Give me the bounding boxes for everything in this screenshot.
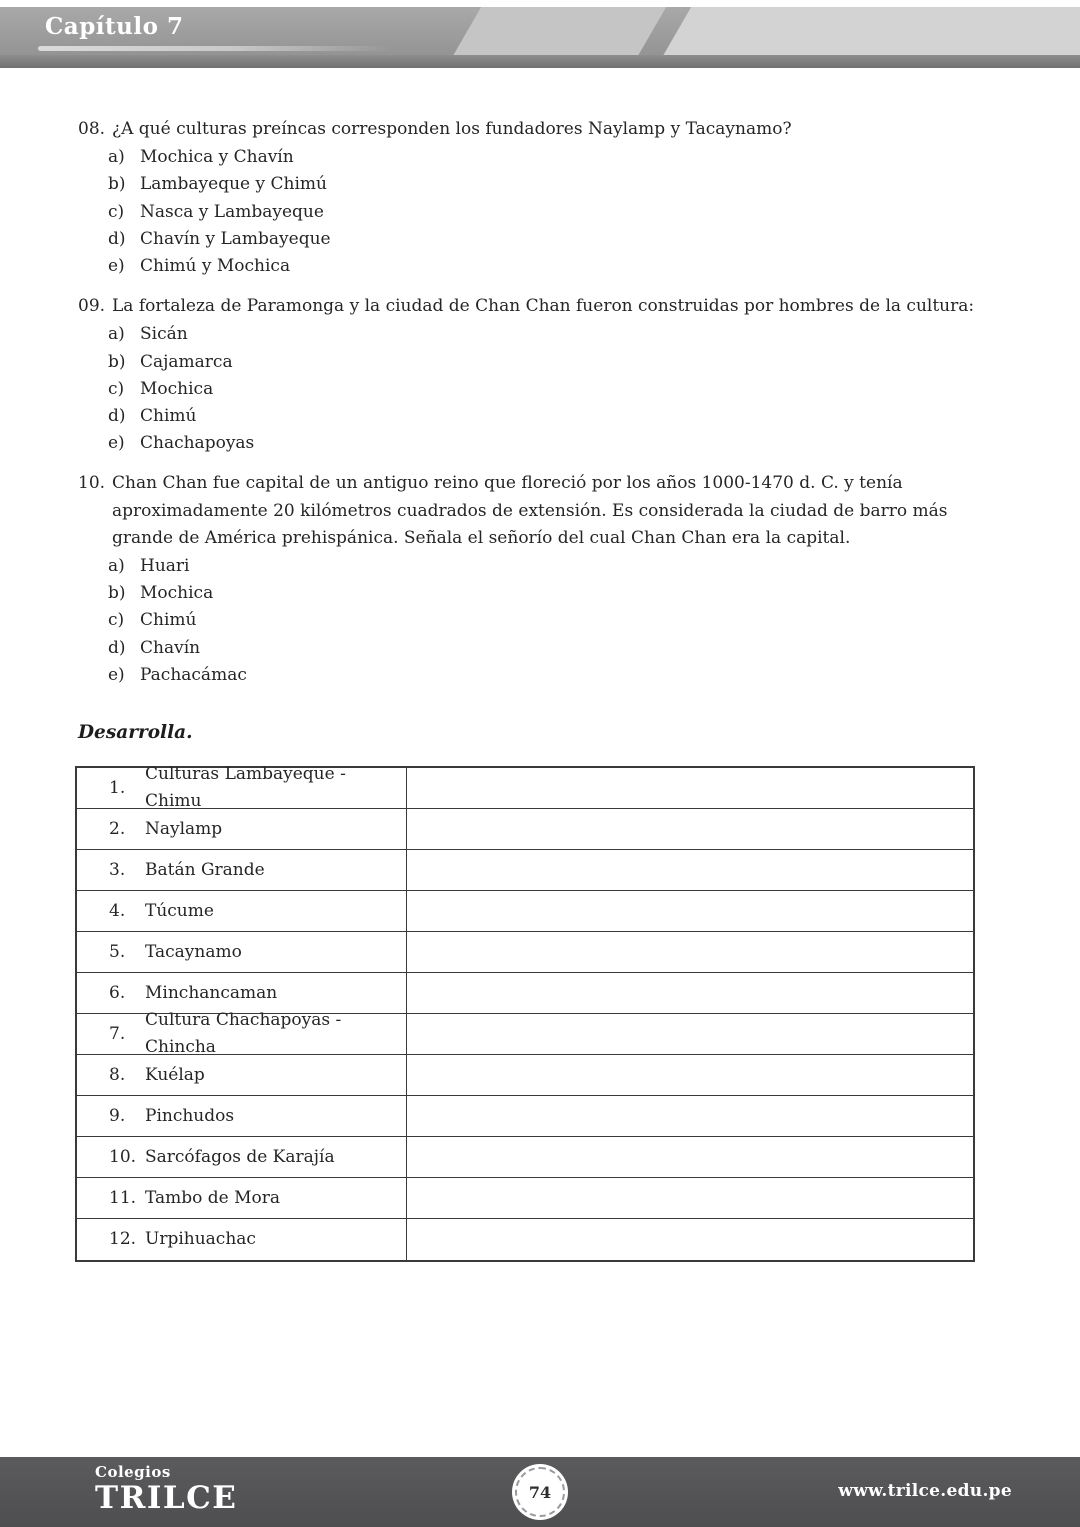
answer-cell	[407, 932, 973, 972]
answer-cell	[407, 809, 973, 849]
option-d	[108, 226, 980, 253]
header-decor-stripe-1	[442, 7, 673, 55]
page-footer	[0, 1457, 1080, 1527]
topic-number: 1.	[109, 777, 126, 798]
question-statement	[78, 470, 980, 552]
table-row	[77, 1055, 973, 1096]
question-10	[78, 470, 980, 689]
brand-trilce: TRILCE	[95, 1479, 238, 1516]
topic-number: 2.	[109, 818, 126, 839]
table-row	[77, 1219, 973, 1260]
option-letter: a)	[108, 324, 125, 345]
topic-label: Túcume	[145, 900, 214, 921]
option-b	[108, 580, 980, 607]
page-number: 74	[528, 1482, 552, 1502]
option-letter: e)	[108, 433, 125, 454]
option-b	[108, 171, 980, 198]
options-list	[78, 144, 980, 280]
topic-number: 8.	[109, 1064, 126, 1085]
option-c	[108, 199, 980, 226]
table-row	[77, 850, 973, 891]
question-statement	[78, 116, 980, 143]
page-content	[0, 70, 1080, 1262]
topic-cell	[77, 809, 407, 849]
table-row	[77, 1010, 973, 1058]
option-text: Lambayeque y Chimú	[140, 174, 327, 195]
table-row	[77, 1178, 973, 1219]
desarrolla-table	[75, 766, 975, 1262]
answer-cell	[407, 1137, 973, 1177]
topic-label: Minchancaman	[145, 982, 278, 1003]
option-letter: c)	[108, 610, 125, 631]
chapter-title: Capítulo 7	[45, 13, 184, 40]
question-number: 09.	[78, 296, 106, 317]
website-url: www.trilce.edu.pe	[838, 1481, 1012, 1501]
option-text: Chimú	[140, 406, 197, 427]
topic-cell	[77, 764, 407, 812]
option-letter: d)	[108, 637, 126, 658]
option-letter: b)	[108, 351, 126, 372]
desarrolla-heading: Desarrolla.	[78, 722, 193, 744]
option-e	[108, 662, 980, 689]
topic-number: 4.	[109, 900, 126, 921]
table-row	[77, 1137, 973, 1178]
option-letter: c)	[108, 378, 125, 399]
question-statement	[78, 293, 980, 320]
page-number-badge	[515, 1467, 565, 1517]
option-letter: a)	[108, 556, 125, 577]
question-08	[78, 116, 980, 280]
answer-cell	[407, 891, 973, 931]
topic-number: 6.	[109, 982, 126, 1003]
option-text: Chachapoyas	[140, 433, 255, 454]
topic-number: 9.	[109, 1105, 126, 1126]
option-b	[108, 349, 980, 376]
question-09	[78, 293, 980, 457]
option-letter: d)	[108, 228, 126, 249]
answer-cell	[407, 1219, 973, 1260]
topic-number: 3.	[109, 859, 126, 880]
option-letter: e)	[108, 256, 125, 277]
option-a	[108, 321, 980, 348]
option-text: Chimú y Mochica	[140, 256, 291, 277]
option-text: Chavín y Lambayeque	[140, 228, 331, 249]
topic-cell	[77, 1137, 407, 1177]
table-row	[77, 1096, 973, 1137]
option-d	[108, 635, 980, 662]
option-text: Mochica y Chavín	[140, 147, 294, 168]
topic-number: 5.	[109, 941, 126, 962]
option-letter: c)	[108, 201, 125, 222]
question-text: Chan Chan fue capital de un antiguo reino que floreció por los años 1000-1470 d. C. y tenía aproximadamente 20 kilómetros cuadrados de extensión. Es considerada la ciudad de barro más grande de América prehispánica. Señala el señorío del cual Chan Chan era la capital.	[112, 473, 948, 548]
topic-label: Urpihuachac	[145, 1229, 256, 1250]
option-text: Chavín	[140, 637, 201, 658]
option-text: Cajamarca	[140, 351, 233, 372]
topic-label: Sarcófagos de Karajía	[145, 1146, 335, 1167]
topic-cell	[77, 850, 407, 890]
option-letter: b)	[108, 583, 126, 604]
option-e	[108, 253, 980, 280]
topic-label: Batán Grande	[145, 859, 265, 880]
option-text: Nasca y Lambayeque	[140, 201, 324, 222]
page-header	[0, 0, 1080, 70]
option-letter: d)	[108, 406, 126, 427]
option-a	[108, 553, 980, 580]
header-decor-stripe-2	[652, 7, 1080, 55]
answer-cell	[407, 768, 973, 808]
question-number: 10.	[78, 473, 106, 494]
option-text: Mochica	[140, 378, 214, 399]
answer-cell	[407, 850, 973, 890]
topic-cell	[77, 1178, 407, 1218]
topic-number: 7.	[109, 1023, 126, 1044]
option-letter: e)	[108, 664, 125, 685]
brand-colegios: Colegios	[95, 1463, 171, 1481]
options-list	[78, 553, 980, 689]
option-a	[108, 144, 980, 171]
chapter-title-underline	[38, 46, 390, 51]
topic-cell	[77, 1219, 407, 1260]
option-text: Chimú	[140, 610, 197, 631]
topic-cell	[77, 1096, 407, 1136]
option-d	[108, 403, 980, 430]
topic-label: Cultura Chachapoyas - Chincha	[145, 1010, 342, 1058]
question-text: La fortaleza de Paramonga y la ciudad de Chan Chan fueron construidas por hombres de la cultura:	[112, 296, 975, 317]
question-number: 08.	[78, 119, 106, 139]
option-text: Mochica	[140, 583, 214, 604]
question-text: ¿A qué culturas preíncas corresponden los fundadores Naylamp y Tacaynamo?	[112, 119, 792, 139]
answer-cell	[407, 1096, 973, 1136]
topic-label: Kuélap	[145, 1064, 205, 1085]
answer-cell	[407, 1055, 973, 1095]
header-bottom-strip	[0, 55, 1080, 68]
brand-logo	[95, 1464, 237, 1515]
option-text: Sicán	[140, 324, 188, 345]
topic-label: Tacaynamo	[145, 941, 242, 962]
topic-cell	[77, 1055, 407, 1095]
topic-cell	[77, 1010, 407, 1058]
table-row	[77, 809, 973, 850]
topic-cell	[77, 891, 407, 931]
answer-cell	[407, 1178, 973, 1218]
answer-cell	[407, 973, 973, 1013]
option-letter: a)	[108, 147, 125, 168]
table-row	[77, 932, 973, 973]
option-c	[108, 376, 980, 403]
topic-label: Pinchudos	[145, 1105, 235, 1126]
option-text: Pachacámac	[140, 664, 247, 685]
topic-number: 12.	[109, 1229, 137, 1250]
answer-cell	[407, 1014, 973, 1054]
option-e	[108, 430, 980, 457]
topic-number: 10.	[109, 1146, 137, 1167]
option-letter: b)	[108, 174, 126, 195]
table-row	[77, 764, 973, 812]
topic-cell	[77, 932, 407, 972]
topic-label: Naylamp	[145, 818, 223, 839]
topic-label: Culturas Lambayeque - Chimu	[145, 764, 346, 812]
options-list	[78, 321, 980, 457]
option-text: Huari	[140, 556, 190, 577]
topic-number: 11.	[109, 1187, 137, 1208]
topic-label: Tambo de Mora	[145, 1187, 281, 1208]
option-c	[108, 607, 980, 634]
table-row	[77, 891, 973, 932]
